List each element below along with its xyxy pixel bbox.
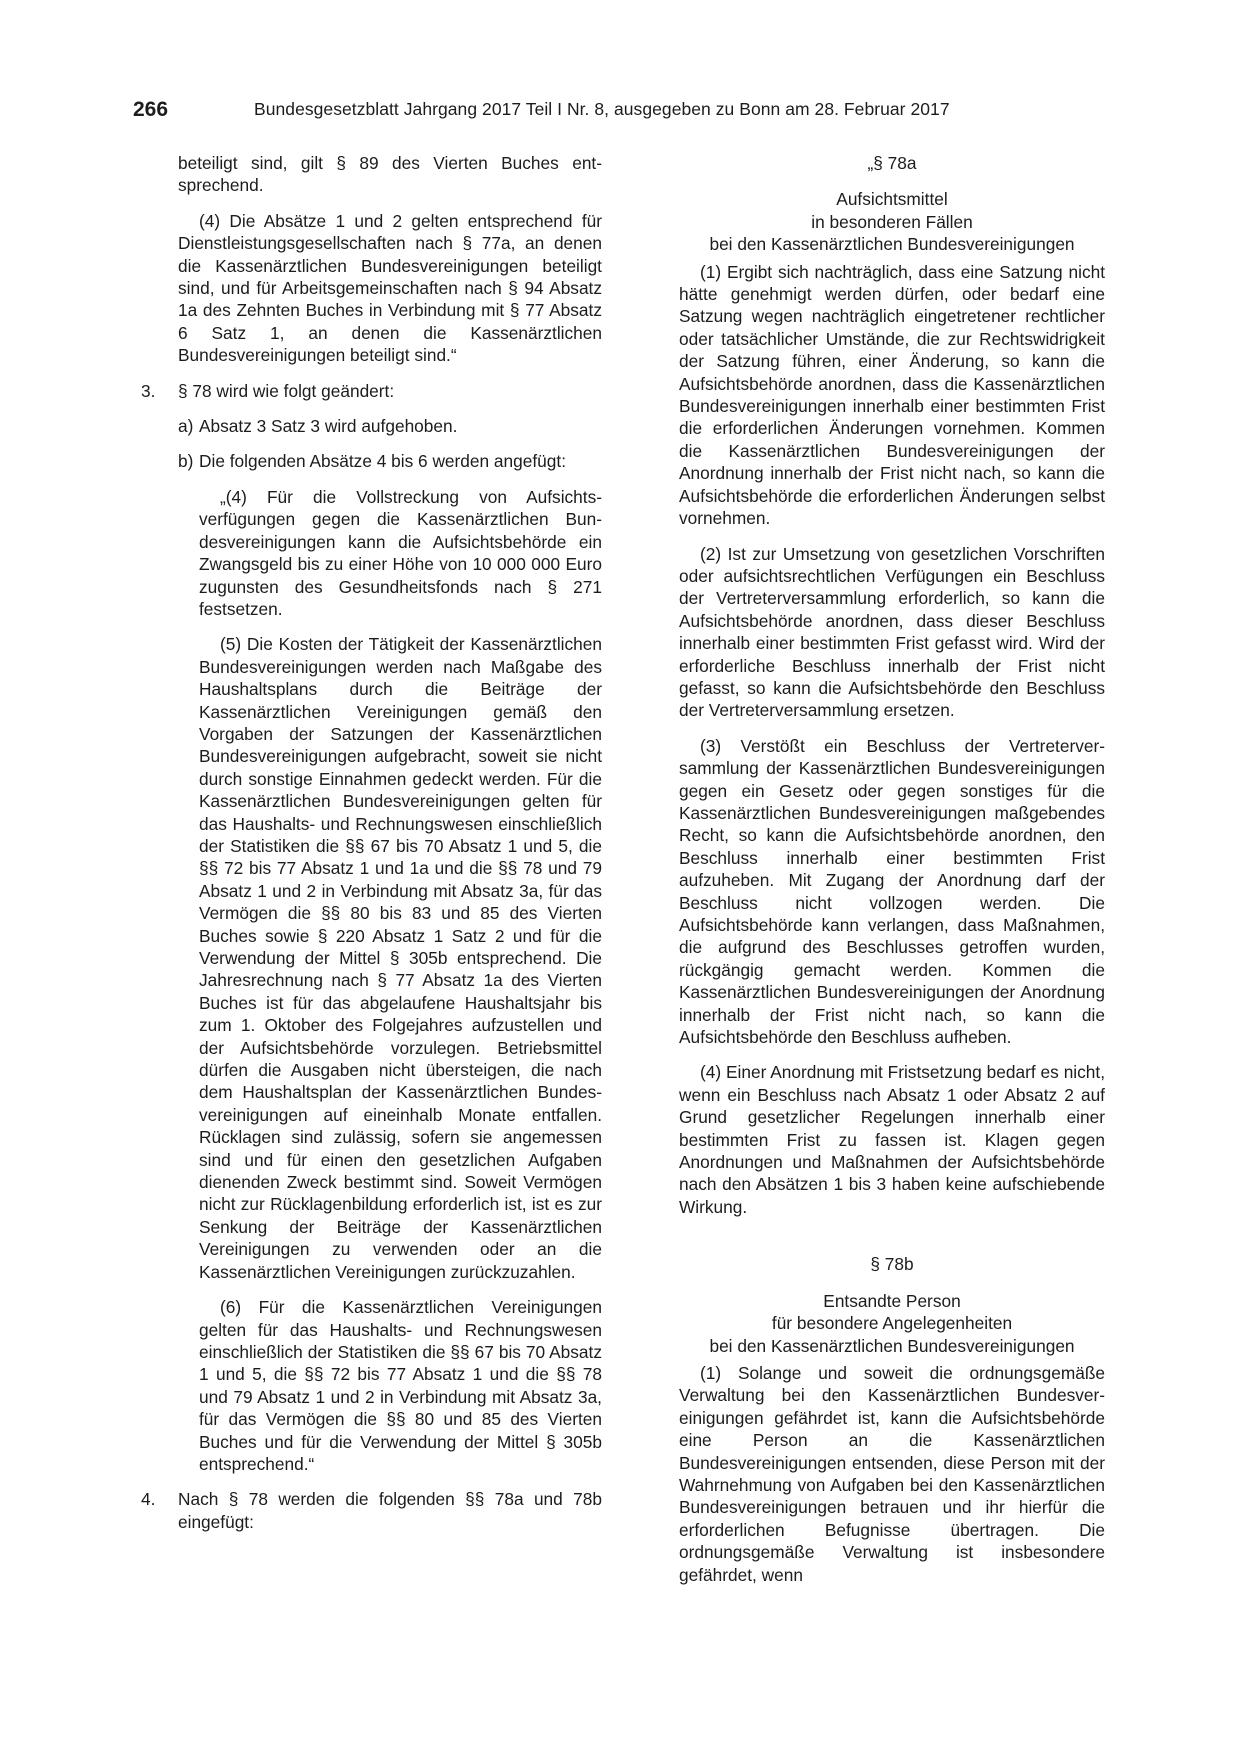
right-column xyxy=(679,152,1105,1599)
sub-item-letter: a) xyxy=(178,416,194,437)
section-number-78b: § 78b xyxy=(870,1254,914,1275)
list-item-number: 3. xyxy=(141,380,156,401)
section-title-line: für besondere Angelegenheiten xyxy=(771,1313,1013,1334)
section-title-line: Entsandte Person xyxy=(823,1290,961,1311)
left-column xyxy=(141,152,602,1546)
list-item-text: Nach § 78 werden die folgenden §§ 78a und 78b eingefügt: xyxy=(178,1489,602,1532)
section-title-line: bei den Kassenärztlichen Bundesvereinigungen xyxy=(709,1335,1075,1356)
paragraph-continuation: beteiligt sind, gilt § 89 des Vierten Buches entsprechend. xyxy=(178,153,602,196)
section-spacer xyxy=(679,1231,1105,1253)
paragraph-78a-1: (1) Ergibt sich nachträglich, dass eine Satzung nicht hätte genehmigt werden dürfen, oder bedarf eine Satzung wegen nachträglich eingetretener rechtlicher oder tatsächlicher Umstände, die zur Rechtswidrigkeit der Satzung führen, einer Änderung, so kann die Aufsichtsbehörde anordnen, dass die Kassenärztlichen Bundesvereinigungen innerhalb einer bestimmten Frist die erforderlichen Änderungen vornehmen. Kommen die Kassenärztlichen Bundesvereinigungen der Anordnung innerhalb der Frist nicht nach, so kann die Aufsichtsbehörde die erforderlichen Änderungen selbst vornehmen. xyxy=(679,261,1105,529)
paragraph-78a-2: (2) Ist zur Umsetzung von gesetzlichen Vorschriften oder aufsichtsrechtlichen Verfügungen ein Beschluss der Vertreterversammlung erforderlich, so kann die Aufsichtsbehörde anordnen, dass dieser Beschluss innerhalb einer bestimmten Frist gefasst wird. Wird der erforderliche Beschluss innerhalb der Frist nicht gefasst, so kann die Aufsichtsbehörde den Beschluss der Vertreterversammlung ersetzen. xyxy=(679,543,1105,721)
quoted-absatz-5: (5) Die Kosten der Tätigkeit der Kassenärztlichen Bundesvereinigungen werden nach Maßgabe des Haushaltsplans durch die Beiträge der Kassenärztlichen Vereinigungen gemäß den Vorgaben der Satzungen der Kassenärztlichen Bundesvereinigungen aufgebracht, soweit sie nicht durch sonstige Einnahmen gedeckt werden. Für die Kassenärztlichen Bundesvereinigungen gelten für das Haushalts- und Rechnungswesen einschließlich der Statistiken die §§ 67 bis 70 Absatz 1 und 5, die §§ 72 bis 77 Absatz 1 und 1a und die §§ 78 und 79 Absatz 1 und 2 in Verbindung mit Absatz 3a, für das Vermögen die §§ 80 bis 83 und 85 des Vierten Buches sowie § 220 Absatz 1 Satz 2 und für die Verwendung der Mittel § 305b entsprechend. Die Jahresrechnung nach § 77 Absatz 1a des Vierten Buches ist für das abgelaufene Haushaltsjahr bis zum 1. Oktober des Folgejahres aufzustellen und der Aufsichtsbehörde vorzulegen. Betriebsmittel dürfen die Ausgaben nicht übersteigen, die nach dem Haushaltsplan der Kassenärztlichen Bundesvereinigungen auf eineinhalb Monate entfallen. Rücklagen sind zulässig, sofern sie angemessen sind und für einen den gesetzlichen Aufgaben dienenden Zweck bestimmt sind. Soweit Vermögen nicht zur Rücklagenbildung erforderlich ist, ist es zur Senkung der Beiträge der Kassenärztlichen Vereinigungen zu verwenden oder an die Kassenärztlichen Vereinigungen zurückzuzahlen. xyxy=(199,634,602,1282)
section-number-78a: „§ 78a xyxy=(867,153,917,173)
paragraph-78b-1: (1) Solange und soweit die ordnungsgemäße Verwaltung bei den Kassenärztlichen Bundesvereinigungen gefährdet ist, kann die Aufsichtsbehörde eine Person an die Kassenärztlichen Bundesvereinigungen entsenden, diese Person mit der Wahrnehmung von Aufgaben bei den Kassenärztlichen Bundesvereinigungen betrauen und ihr hierfür die erforderlichen Befugnisse übertragen. Die ordnungsgemäße Verwaltung ist insbesondere gefährdet, wenn xyxy=(679,1362,1105,1585)
sub-item-b xyxy=(178,450,602,472)
quoted-absatz-6: (6) Für die Kassenärztlichen Vereinigungen gelten für das Haushalts- und Rechnungswesen einschließlich der Statistiken die §§ 67 bis 70 Absatz 1 und 5, die §§ 72 bis 77 Absatz 1 und die §§ 78 und 79 Absatz 1 und 2 in Verbindung mit Absatz 3a, für das Vermögen die §§ 80 und 85 des Vierten Buches und für die Verwendung der Mittel § 305b entsprechend.“ xyxy=(199,1297,602,1474)
list-item-4 xyxy=(141,1488,602,1533)
paragraph-78a-3: (3) Verstößt ein Beschluss der Vertreterversammlung der Kassenärztlichen Bundesvereinigungen gegen ein Gesetz oder gegen sonstiges für die Kassenärztlichen Bundesvereinigungen maßgebendes Recht, so kann die Aufsichtsbehörde anordnen, den Beschluss innerhalb einer bestimmten Frist aufzuheben. Mit Zugang der Anordnung darf der Beschluss nicht vollzogen werden. Die Aufsichtsbehörde kann verlangen, dass Maßnahmen, die aufgrund des Beschlusses getroffen wurden, rückgängig gemacht werden. Kommen die Kassenärztlichen Bundesvereinigungen der Anordnung innerhalb der Frist nicht nach, so kann die Aufsichtsbehörde den Beschluss aufheben. xyxy=(679,735,1105,1048)
list-item-3 xyxy=(141,380,602,402)
sub-item-a xyxy=(178,415,602,437)
paragraph-absatz-4: (4) Die Absätze 1 und 2 gelten entsprechend für Dienstleistungsgesellschaften nach § 77a, an denen die Kassenärztlichen Bundesvereinigungen beteiligt sind, und für Arbeitsgemeinschaften nach § 94 Absatz 1a des Zehnten Buches in Verbindung mit § 77 Absatz 6 Satz 1, an denen die Kassenärztlichen Bundesvereinigungen beteiligt sind.“ xyxy=(178,210,602,366)
page-number: 266 xyxy=(133,98,169,121)
section-title-line: Aufsichtsmittel xyxy=(836,189,948,210)
running-head: Bundesgesetzblatt Jahrgang 2017 Teil I Nr. 8, ausgegeben zu Bonn am 28. Februar 2017 xyxy=(254,99,950,119)
section-title-line: in besonderen Fällen xyxy=(811,211,973,232)
paragraph-78a-4: (4) Einer Anordnung mit Fristsetzung bedarf es nicht, wenn ein Beschluss nach Absatz 1 oder Absatz 2 auf Grund gesetzlicher Regelungen innerhalb einer bestimmten Frist zu fassen ist. Klagen gegen Anordnungen und Maßnahmen der Aufsichtsbehörde nach den Absätzen 1 bis 3 haben keine aufschiebende Wirkung. xyxy=(679,1062,1105,1217)
sub-item-text: Die folgenden Absätze 4 bis 6 werden angefügt: xyxy=(199,451,567,472)
quoted-absatz-4: „(4) Für die Vollstreckung von Aufsichtsverfügungen gegen die Kassenärztlichen Bundesvereinigungen kann die Aufsichtsbehörde ein Zwangsgeld bis zu einer Höhe von 10 000 000 Euro zugunsten des Gesundheitsfonds nach § 271 festsetzen. xyxy=(199,486,602,619)
sub-item-letter: b) xyxy=(178,451,194,472)
section-title-line: bei den Kassenärztlichen Bundesvereinigungen xyxy=(709,234,1075,255)
list-item-text: § 78 wird wie folgt geändert: xyxy=(178,380,395,401)
list-item-number: 4. xyxy=(141,1489,156,1510)
sub-item-text: Absatz 3 Satz 3 wird aufgehoben. xyxy=(199,416,458,437)
